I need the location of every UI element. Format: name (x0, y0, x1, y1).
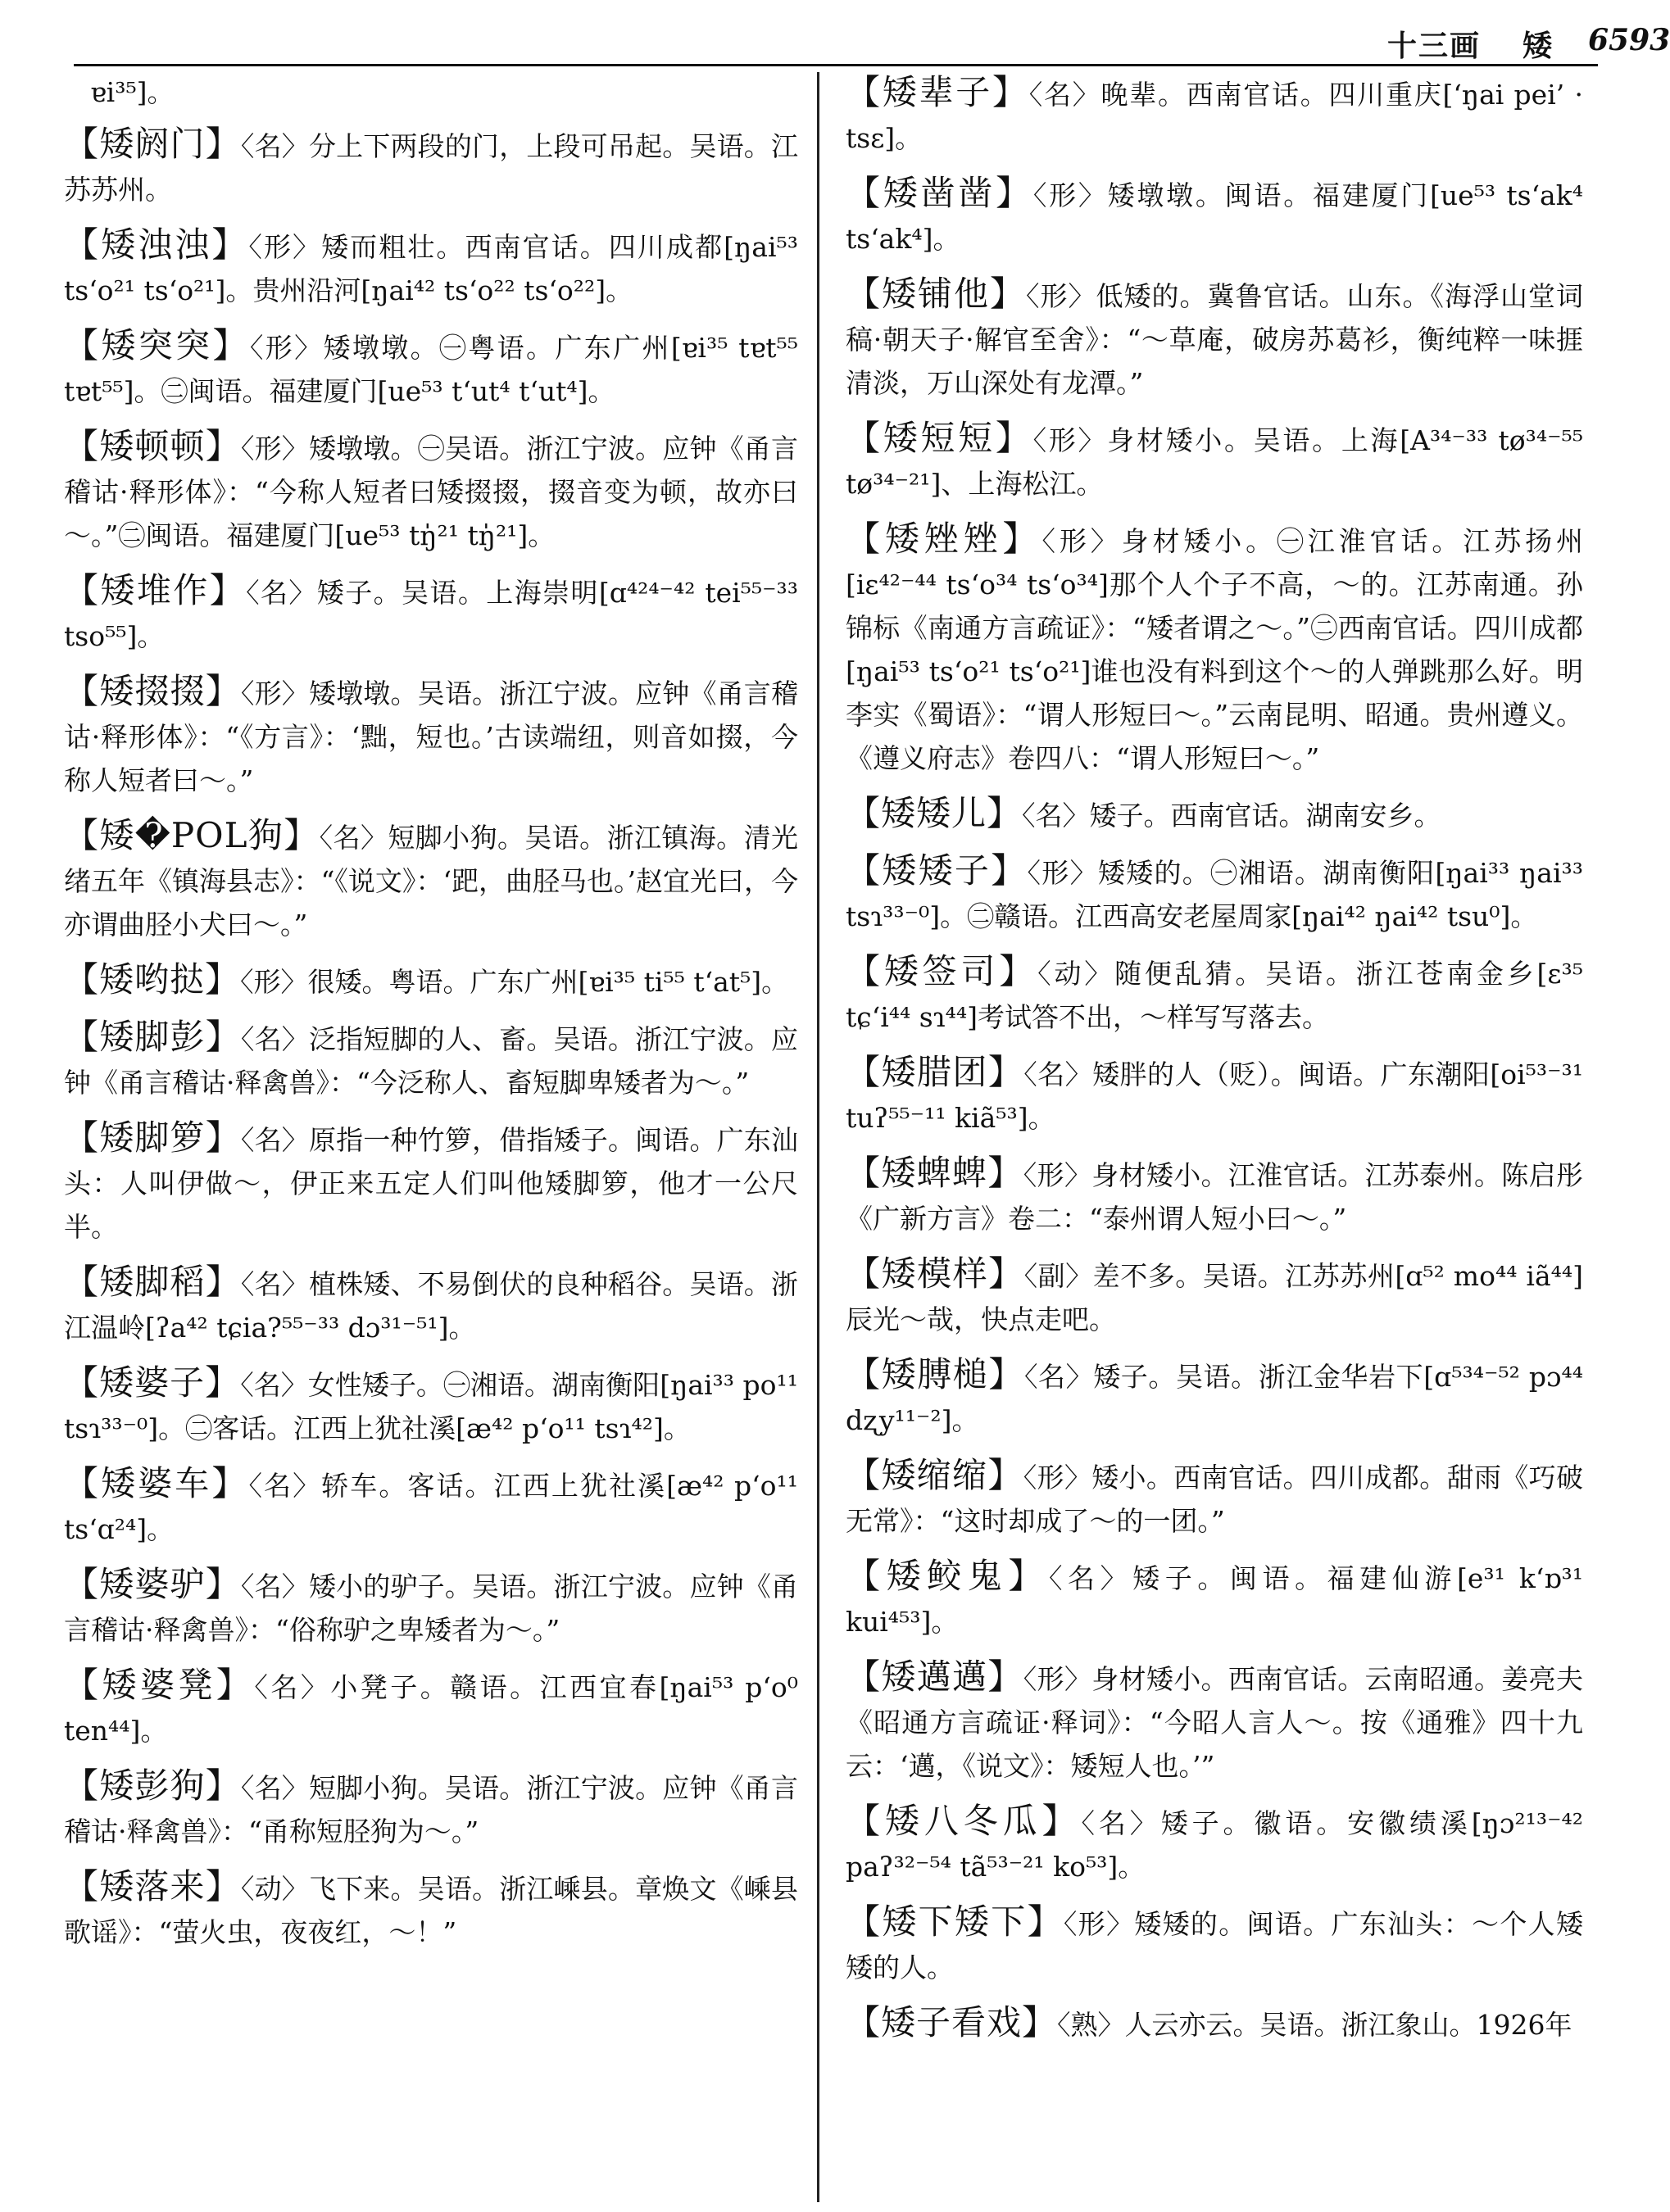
entry-definition: 〈名〉矮子。徽语。安徽绩溪[ŋɔ²¹³⁻⁴² paʔ³²⁻⁵⁴ tã⁵³⁻²¹ ko⁵³]。 (846, 1807, 1583, 1883)
entry-definition: 〈形〉低矮的。冀鲁官话。山东。《海浮山堂词稿·朝天子·解官至舍》：“～草庵，破房苏葛衫，衡纯粹一味捱清淡，万山深处有龙潭。” (846, 280, 1583, 399)
headword-bracket-close: 】 (1008, 1556, 1049, 1596)
headword-text: 矮掇掇 (99, 671, 206, 711)
dictionary-entry (64, 1865, 798, 1954)
headword-bracket-open: 【 (64, 1866, 100, 1906)
dictionary-entry (846, 70, 1583, 160)
entry-definition: 〈名〉泛指短脚的人、畜。吴语。浙江宁波。应钟《甬言稽诂·释禽兽》：“今泛称人、畜短脚卑矮者为～。” (64, 1023, 798, 1099)
entry-headword (846, 1253, 1024, 1294)
headword-text: 矮下矮下 (882, 1902, 1028, 1942)
headword-bracket-close: 】 (987, 1052, 1024, 1092)
entry-definition: 〈熟〉人云亦云。吴语。浙江象山。1926年 (1057, 2009, 1572, 2041)
headword-text: 矮哟挞 (99, 959, 206, 999)
headword-text: 矮蜱蜱 (881, 1153, 988, 1193)
entry-headword (64, 570, 246, 610)
headword-bracket-open: 【 (64, 570, 101, 610)
headword-bracket-close: 】 (205, 959, 241, 999)
header-character: 矮 (1523, 29, 1553, 63)
headword-bracket-open: 【 (846, 1052, 882, 1092)
entry-headword (64, 959, 240, 999)
entry-headword (64, 224, 248, 265)
entry-headword (64, 1262, 241, 1302)
headword-bracket-open: 【 (64, 1766, 100, 1806)
headword-text: 矮矮子 (882, 850, 992, 891)
headword-bracket-open: 【 (846, 1253, 882, 1294)
entry-headword (64, 1117, 241, 1158)
entry-headword (64, 426, 241, 466)
dictionary-entry (846, 1353, 1583, 1442)
entry-headword (64, 124, 241, 164)
entry-headword (846, 1052, 1023, 1092)
entry-definition: 〈形〉身材矮小。西南官话。云南昭通。姜亮夫《昭通方言疏证·释词》：“今昭人言人～。按《通雅》四十九云：‘邁，《说文》：矮短人也。’” (846, 1663, 1583, 1782)
entry-definition: 〈动〉随便乱猜。吴语。浙江苍南金乡[ɛ³⁵ tɕ‘i⁴⁴ sɿ⁴⁴]考试答不出，～样写写落去。 (846, 958, 1583, 1033)
headword-bracket-open: 【 (64, 671, 100, 711)
headword-bracket-open: 【 (846, 850, 883, 891)
dictionary-entry (846, 1655, 1583, 1788)
headword-text: 矮婆凳 (102, 1665, 216, 1705)
header-section: 十三画 (1387, 29, 1482, 63)
headword-bracket-open: 【 (64, 1117, 100, 1158)
headword-text: 矮婆子 (99, 1362, 206, 1403)
headword-bracket-close: 】 (211, 224, 249, 265)
headword-bracket-open: 【 (846, 1902, 883, 1942)
headword-bracket-close: 】 (205, 671, 241, 711)
headword-text: 矮鲛鬼 (886, 1556, 1009, 1596)
headword-bracket-open: 【 (64, 1665, 102, 1705)
dictionary-entry (64, 1663, 798, 1752)
headword-bracket-close: 】 (205, 1262, 241, 1302)
headword-text: 矮铺他 (882, 274, 990, 314)
headword-text: 矮辈子 (882, 72, 992, 112)
headword-bracket-open: 【 (846, 519, 885, 559)
entry-headword (846, 1354, 1024, 1394)
dictionary-entry (64, 424, 798, 557)
headword-text: 矮落来 (99, 1866, 206, 1906)
entry-headword (64, 1866, 241, 1906)
entry-headword (846, 1556, 1049, 1596)
headword-bracket-close: 】 (991, 850, 1028, 891)
column-divider (817, 72, 819, 2202)
headword-bracket-close: 】 (1027, 1902, 1064, 1942)
headword-text: 矮婆车 (101, 1463, 212, 1503)
headword-text: 矮子看戏 (881, 2002, 1023, 2042)
headword-bracket-open: 【 (64, 1017, 100, 1057)
headword-text: 矮缩缩 (881, 1455, 988, 1495)
dictionary-entry (64, 324, 798, 413)
headword-bracket-close: 】 (205, 124, 241, 164)
entry-definition: 〈形〉矮矮的。闽语。广东汕头：～个人矮矮的人。 (846, 1908, 1583, 1983)
entry-definition: 〈名〉短脚小狗。吴语。浙江宁波。应钟《甬言稽诂·释禽兽》：“甬称短胫狗为～。” (64, 1772, 798, 1847)
headword-text: 矮婆驴 (99, 1564, 206, 1604)
dictionary-entry (846, 1554, 1583, 1643)
entry-definition: 〈形〉矮而粗壮。西南官话。四川成都[ŋai⁵³ ts‘o²¹ ts‘o²¹]。贵州沿河[ŋai⁴² ts‘o²² ts‘o²²]。 (64, 231, 798, 306)
headword-bracket-open: 【 (64, 815, 100, 855)
headword-bracket-open: 【 (64, 124, 100, 164)
dictionary-entry (846, 849, 1583, 938)
entry-headword (64, 671, 241, 711)
headword-text: 矮脚箩 (99, 1117, 206, 1158)
entry-definition: 〈形〉矮小。西南官话。四川成都。甜雨《巧破无常》：“这时却成了～的一团。” (846, 1462, 1583, 1537)
headword-text: 矮矬矬 (884, 519, 1003, 559)
headword-bracket-close: 】 (205, 1117, 241, 1158)
headword-text: 矮堆作 (100, 570, 210, 610)
headword-bracket-open: 【 (846, 1556, 887, 1596)
headword-bracket-close: 】 (1022, 2002, 1058, 2042)
entry-definition: 〈名〉矮子。西南官话。湖南安乡。 (1022, 800, 1441, 832)
headword-bracket-open: 【 (846, 1153, 882, 1193)
right-column (846, 70, 1583, 2058)
dictionary-entry (64, 1361, 798, 1450)
dictionary-entry (846, 1050, 1583, 1140)
entry-definition: 〈名〉分上下两段的门，上段可吊起。吴语。江苏苏州。 (64, 130, 798, 206)
dictionary-entry (846, 1453, 1583, 1543)
entry-headword (846, 519, 1041, 559)
headword-bracket-close: 】 (996, 173, 1033, 213)
entry-definition: 〈形〉矮墩墩。㊀粤语。广东广州[ɐi³⁵ tɐt⁵⁵ tɐt⁵⁵]。㊁闽语。福建厦门[ue⁵³ t‘ut⁴ t‘ut⁴]。 (64, 332, 798, 407)
dictionary-entry (64, 669, 798, 802)
headword-bracket-close: 】 (209, 570, 247, 610)
headword-bracket-close: 】 (987, 793, 1023, 833)
headword-bracket-close: 】 (987, 1455, 1023, 1495)
headword-bracket-close: 】 (987, 1657, 1023, 1697)
headword-bracket-close: 】 (990, 274, 1026, 314)
headword-text: 矮腊团 (881, 1052, 988, 1092)
dictionary-entry (846, 171, 1583, 261)
dictionary-entry (846, 1151, 1583, 1240)
headword-text: 矮签司 (883, 951, 1000, 991)
dictionary-entry (846, 950, 1583, 1039)
entry-definition: 〈形〉矮墩墩。吴语。浙江宁波。应钟《甬言稽诂·释形体》：“《方言》：‘黜，短也。’古读端纽，则音如掇，今称人短者曰～。” (64, 678, 798, 796)
dictionary-entry (64, 1562, 798, 1652)
continuation-line: ɐi³⁵]。 (90, 76, 175, 108)
left-entry-list (64, 122, 798, 1954)
entry-definition: 〈形〉身材矮小。吴语。上海[A³⁴⁻³³ tø³⁴⁻⁵⁵ tø³⁴⁻²¹]、上海松江。 (846, 424, 1583, 500)
headword-bracket-open: 【 (64, 1262, 100, 1302)
headword-bracket-close: 】 (205, 426, 241, 466)
headword-bracket-open: 【 (846, 1455, 882, 1495)
entry-headword (846, 850, 1027, 891)
headword-bracket-open: 【 (846, 2002, 882, 2042)
entry-headword (846, 1657, 1023, 1697)
headword-text: 矮凿凿 (883, 173, 996, 213)
entry-definition: 〈形〉矮矮的。㊀湘语。湖南衡阳[ŋai³³ ŋai³³ tsɿ³³⁻⁰]。㊁赣语。江西高安老屋周家[ŋai⁴² ŋai⁴² tsu⁰]。 (846, 857, 1583, 932)
headword-bracket-open: 【 (64, 959, 100, 999)
headword-bracket-open: 【 (64, 325, 102, 365)
dictionary-entry (846, 791, 1583, 837)
entry-headword (846, 173, 1033, 213)
headword-text: 矮短短 (883, 418, 996, 458)
entry-definition: 〈名〉矮小的驴子。吴语。浙江宁波。应钟《甬言稽诂·释禽兽》：“俗称驴之卑矮者为～。” (64, 1571, 798, 1646)
headword-text: 矮矮儿 (881, 793, 987, 833)
entry-definition: 〈名〉矮子。闽语。福建仙游[e³¹ k‘ɒ³¹ kui⁴⁵³]。 (846, 1562, 1583, 1638)
entry-headword (64, 1766, 241, 1806)
entry-definition: 〈名〉短脚小狗。吴语。浙江镇海。清光绪五年《镇海县志》：“《说文》：‘跁，曲胫马也。’赵宜光曰，今亦谓曲胫小犬曰～。” (64, 822, 798, 941)
entry-definition: 〈动〉飞下来。吴语。浙江嵊县。章焕文《嵊县歌谣》：“萤火虫，夜夜红，～！” (64, 1873, 798, 1948)
dictionary-entry (64, 1116, 798, 1249)
headword-bracket-close: 】 (1002, 519, 1042, 559)
entry-headword (846, 1902, 1064, 1942)
entry-definition: 〈形〉很矮。粤语。广东广州[ɐi³⁵ ti⁵⁵ t‘at⁵]。 (240, 966, 789, 998)
headword-bracket-close: 】 (205, 1564, 241, 1604)
dictionary-entry (846, 1252, 1583, 1341)
headword-bracket-close: 】 (987, 1153, 1023, 1193)
headword-bracket-close: 】 (212, 325, 250, 365)
headword-text: 矮浊浊 (101, 224, 212, 265)
entry-definition: 〈形〉身材矮小。江淮官话。江苏泰州。陈启彤《广新方言》卷二：“泰州谓人短小曰～。” (846, 1159, 1583, 1235)
headword-bracket-close: 】 (988, 1253, 1024, 1294)
entry-definition: 〈名〉植株矮、不易倒伏的良种稻谷。吴语。浙江温岭[ʔa⁴² tɕia?⁵⁵⁻³³ dɔ³¹⁻⁵¹]。 (64, 1268, 798, 1344)
entry-headword (64, 1017, 241, 1057)
headword-bracket-open: 【 (64, 224, 102, 265)
dictionary-entry (64, 569, 798, 658)
entry-headword (846, 1153, 1023, 1193)
headword-bracket-open: 【 (846, 1801, 885, 1841)
headword-text: 矮顿顿 (99, 426, 206, 466)
headword-bracket-close: 】 (999, 951, 1038, 991)
dictionary-entry (846, 517, 1583, 780)
headword-bracket-close: 】 (988, 1354, 1024, 1394)
headword-text: 矮八冬瓜 (884, 1801, 1042, 1841)
headword-text: 矮模样 (881, 1253, 989, 1294)
entry-definition: 〈名〉晚辈。西南官话。四川重庆[‘ŋai pei’ · tsɛ]。 (846, 79, 1583, 154)
headword-bracket-close: 】 (205, 1766, 241, 1806)
headword-bracket-open: 【 (64, 1362, 100, 1403)
headword-bracket-close: 】 (205, 1866, 241, 1906)
dictionary-entry (64, 1015, 798, 1104)
headword-bracket-close: 】 (995, 418, 1033, 458)
page-header (74, 13, 1670, 66)
entry-headword (64, 1362, 240, 1403)
entry-definition: 〈名〉原指一种竹箩，借指矮子。闽语。广东汕头：人叫伊做～，伊正来五定人们叫他矮脚箩，他才一公尺半。 (64, 1124, 798, 1243)
headword-text: 矮阏门 (99, 124, 206, 164)
entry-definition: 〈形〉身材矮小。㊀江淮官话。江苏扬州[iɛ⁴²⁻⁴⁴ ts‘o³⁴ ts‘o³⁴]那个人个子不高，～的。江苏南通。孙锦标《南通方言疏证》：“矮者谓之～。”㊁西南官话。四川成都[ŋai⁵³ ts‘o²¹ ts‘o²¹]谁也没有料到这个～的人弹跳那么好。明李实《蜀语》：“谓人形短曰～。”云南昆明、昭通。贵州遵义。《遵义府志》卷四八：“谓人形短曰～。” (846, 525, 1583, 774)
right-entry-list (846, 70, 1583, 2047)
dictionary-entry (64, 223, 798, 312)
headword-text: 矮膊槌 (881, 1354, 989, 1394)
entry-definition: 〈名〉小凳子。赣语。江西宜春[ŋai⁵³ p‘o⁰ ten⁴⁴]。 (64, 1671, 798, 1747)
entry-headword (846, 418, 1033, 458)
page-number: 6593 (1588, 23, 1670, 57)
headword-bracket-close: 】 (284, 815, 320, 855)
headword-bracket-close: 】 (205, 1362, 241, 1403)
entry-definition: 〈副〉差不多。吴语。江苏苏州[ɑ⁵² mo⁴⁴ iã⁴⁴]辰光～哉，快点走吧。 (846, 1260, 1583, 1335)
entry-definition: 〈名〉矮子。吴语。浙江金华岩下[ɑ⁵³⁴⁻⁵² pɔ⁴⁴ dʐy¹¹⁻²]。 (846, 1361, 1583, 1436)
headword-bracket-close: 】 (211, 1463, 249, 1503)
headword-text: 矮邁邁 (881, 1657, 988, 1697)
headword-text: 矮突突 (101, 325, 213, 365)
headword-text: 矮脚彭 (99, 1017, 206, 1057)
headword-bracket-close: 】 (1041, 1801, 1082, 1841)
entry-headword (846, 274, 1026, 314)
entry-definition: 〈名〉女性矮子。㊀湘语。湖南衡阳[ŋai³³ po¹¹ tsɿ³³⁻⁰]。㊁客话。江西上犹社溪[æ⁴² p‘o¹¹ tsɿ⁴²]。 (64, 1369, 798, 1444)
left-column (64, 70, 798, 1965)
entry-headword (846, 72, 1029, 112)
headword-bracket-close: 】 (205, 1017, 241, 1057)
entry-headword (64, 815, 320, 855)
headword-bracket-open: 【 (64, 426, 100, 466)
dictionary-entry (846, 1799, 1583, 1888)
dictionary-entry (846, 416, 1583, 505)
headword-bracket-open: 【 (64, 1463, 102, 1503)
dictionary-entry (64, 1462, 798, 1551)
entry-definition: 〈形〉矮墩墩。㊀吴语。浙江宁波。应钟《甬言稽诂·释形体》：“今称人短者曰矮掇掇，掇音变为顿，故亦曰～。”㊁闽语。福建厦门[ue⁵³ tŋ̍²¹ tŋ̍²¹]。 (64, 433, 798, 551)
entry-definition: 〈名〉矮子。吴语。上海崇明[ɑ⁴²⁴⁻⁴² tei⁵⁵⁻³³ tso⁵⁵]。 (64, 577, 798, 652)
headword-bracket-open: 【 (846, 1657, 882, 1697)
entry-definition: 〈形〉矮墩墩。闽语。福建厦门[ue⁵³ ts‘ak⁴ ts‘ak⁴]。 (846, 179, 1583, 255)
entry-headword (846, 951, 1037, 991)
headword-bracket-open: 【 (846, 793, 882, 833)
entry-headword (846, 2002, 1057, 2042)
headword-bracket-open: 【 (846, 1354, 882, 1394)
headword-bracket-open: 【 (64, 1564, 100, 1604)
headword-bracket-close: 】 (992, 72, 1029, 112)
entry-headword (64, 1463, 248, 1503)
headword-text: 矮彭狗 (99, 1766, 206, 1806)
entry-headword (64, 325, 250, 365)
dictionary-entry (64, 122, 798, 211)
dictionary-entry (64, 1764, 798, 1853)
headword-text: 矮脚稻 (99, 1262, 206, 1302)
entry-headword (846, 1455, 1023, 1495)
entry-definition: 〈名〉轿车。客话。江西上犹社溪[æ⁴² p‘o¹¹ ts‘ɑ²⁴]。 (64, 1470, 798, 1545)
headword-bracket-open: 【 (846, 418, 883, 458)
headword-bracket-open: 【 (846, 274, 882, 314)
headword-bracket-open: 【 (846, 72, 883, 112)
entry-headword (846, 1801, 1081, 1841)
headword-bracket-open: 【 (846, 173, 883, 213)
dictionary-entry (846, 272, 1583, 405)
dictionary-entry (64, 1260, 798, 1349)
entry-headword (64, 1665, 254, 1705)
entry-headword (846, 793, 1022, 833)
dictionary-entry (64, 814, 798, 946)
dictionary-entry (846, 2001, 1583, 2047)
dictionary-entry (846, 1900, 1583, 1989)
headword-bracket-open: 【 (846, 951, 884, 991)
dictionary-entry (64, 958, 798, 1004)
headword-text: 矮�POL狗 (99, 815, 284, 855)
entry-definition: 〈名〉矮胖的人（贬）。闽语。广东潮阳[oi⁵³⁻³¹ tuʔ⁵⁵⁻¹¹ kiã⁵³]。 (846, 1058, 1583, 1134)
entry-headword (64, 1564, 241, 1604)
headword-bracket-close: 】 (216, 1665, 255, 1705)
